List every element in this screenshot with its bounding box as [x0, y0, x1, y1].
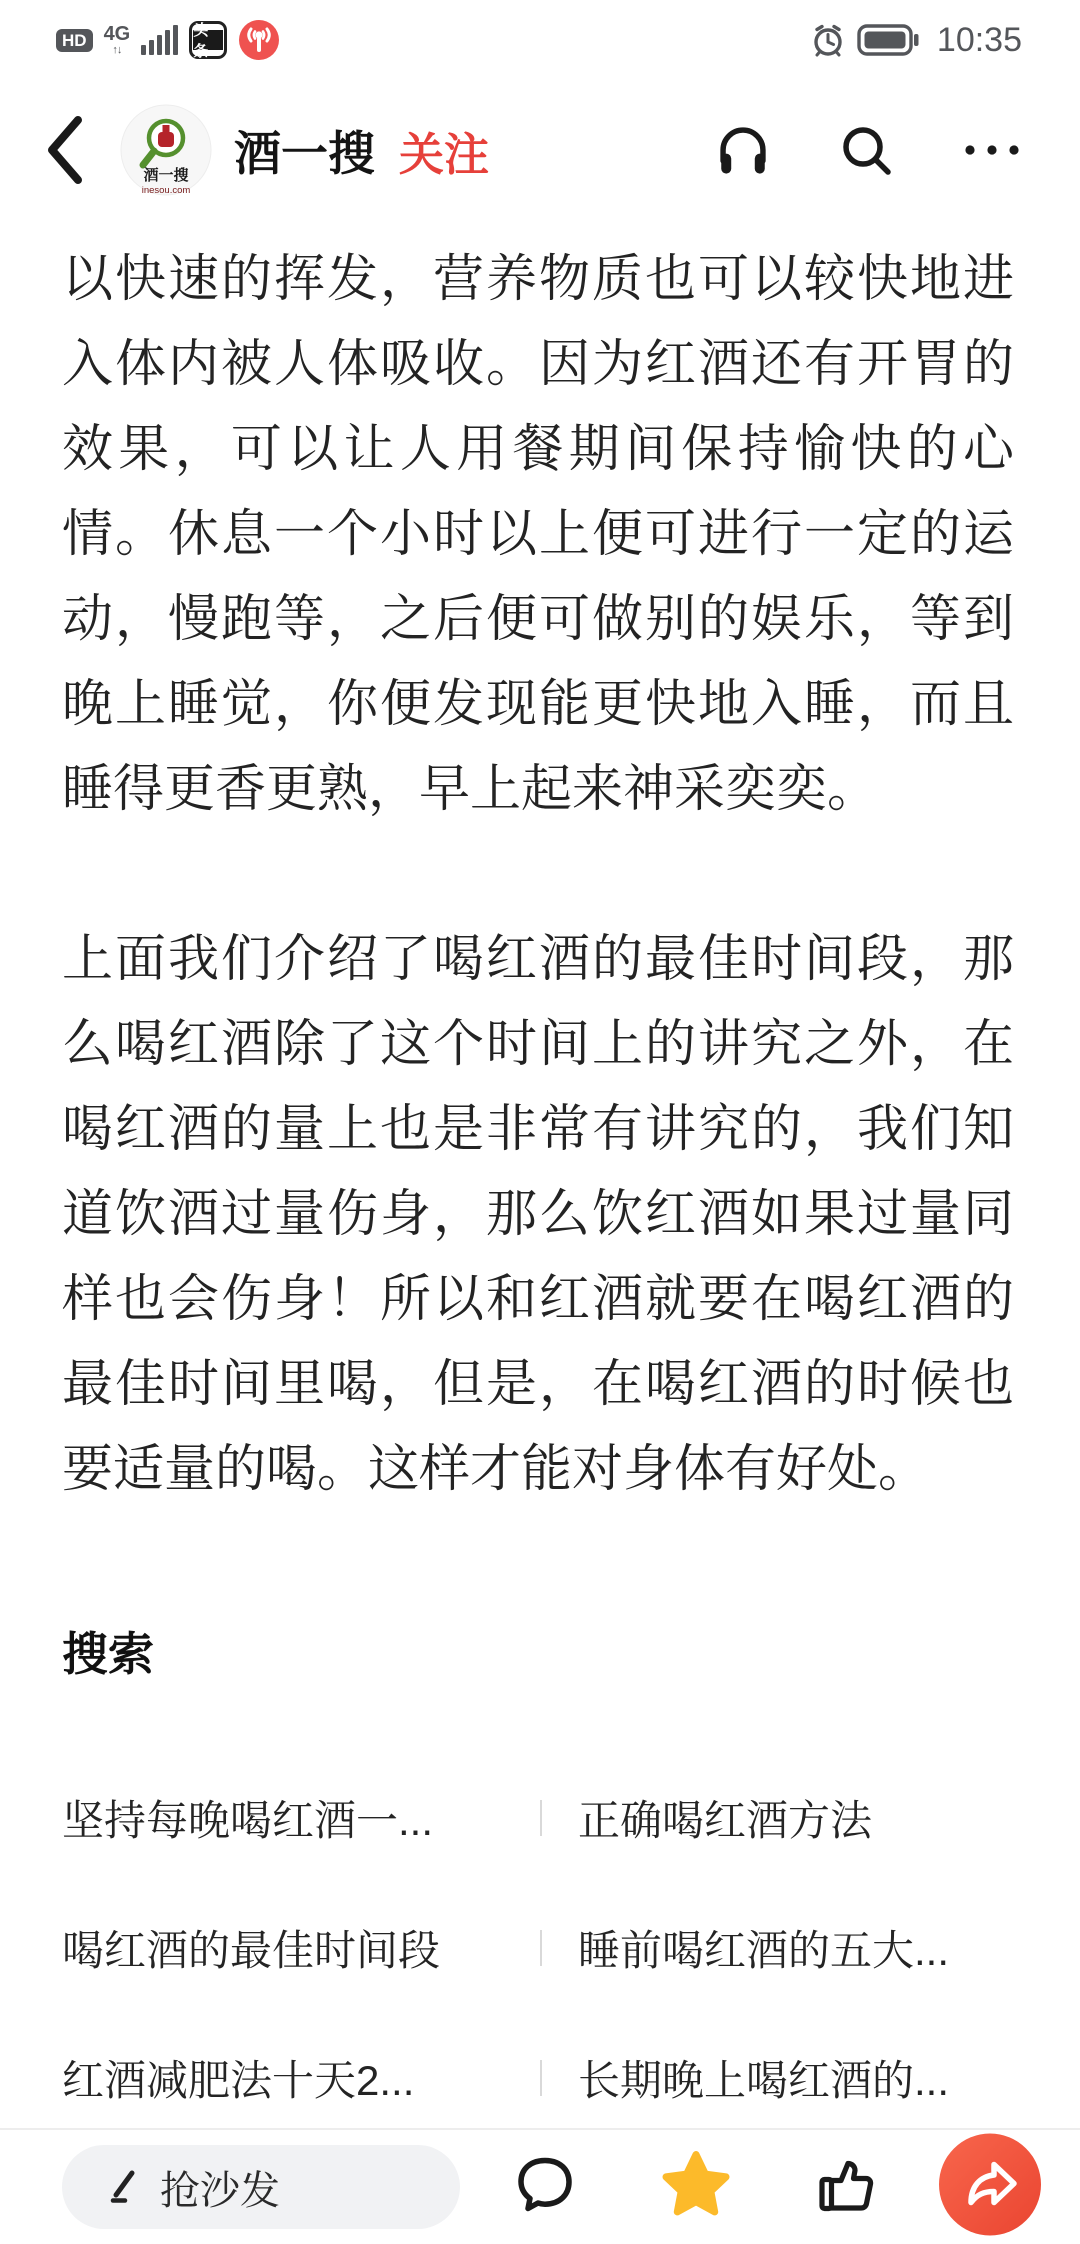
column-divider — [540, 1800, 542, 1836]
network-type-label: 4G — [103, 23, 131, 45]
hd-volte-icon: HD — [56, 29, 93, 52]
toutiao-notification-icon: 头条 — [189, 21, 227, 59]
star-icon — [660, 2149, 732, 2221]
search-suggestion-link[interactable]: 坚持每晚喝红酒一... — [62, 1797, 434, 1844]
comment-placeholder: 抢沙发 — [160, 2168, 280, 2213]
signal-strength-icon — [141, 25, 178, 55]
search-suggestion-row — [62, 2049, 1080, 2107]
hotspot-icon — [238, 19, 280, 61]
column-divider — [540, 1930, 542, 1966]
headphones-icon — [714, 121, 772, 179]
comment-bubble-icon — [513, 2153, 577, 2217]
comments-button[interactable] — [513, 2153, 577, 2222]
ellipsis-icon — [960, 122, 1024, 178]
article-body — [62, 236, 1014, 1511]
search-suggestion-link[interactable]: 睡前喝红酒的五大... — [578, 1927, 950, 1974]
search-section-heading: 搜索 — [62, 1628, 154, 1680]
search-suggestion-link[interactable]: 正确喝红酒方法 — [578, 1797, 873, 1844]
comment-input[interactable] — [62, 2145, 460, 2229]
article-paragraph: 上面我们介绍了喝红酒的最佳时间段，那么喝红酒除了这个时间上的讲究之外，在喝红酒的量上也是非常有讲究的，我们知道饮酒过量伤身，那么饮红酒如果过量同样也会伤身！所以和红酒就要在喝红酒的最佳时间里喝，但是，在喝红酒的时候也要适量的喝。这样才能对身体有好处。 — [62, 930, 1014, 1497]
thumbs-up-icon — [812, 2152, 878, 2218]
status-bar-left — [56, 19, 280, 61]
network-traffic-arrows-icon: ↑↓ — [112, 44, 122, 56]
bottom-action-bar — [0, 2128, 1080, 2244]
search-icon — [838, 122, 894, 178]
status-bar-right — [809, 21, 1022, 60]
network-type-indicator — [104, 24, 131, 56]
favorite-button[interactable] — [660, 2149, 732, 2226]
search-suggestion-row — [62, 1919, 1080, 1977]
avatar-brand-text: 酒一搜 — [143, 167, 189, 184]
search-button[interactable] — [838, 122, 894, 178]
write-comment-icon — [104, 2167, 144, 2207]
article-header — [0, 88, 1080, 212]
avatar[interactable] — [120, 104, 212, 196]
clock-time: 10:35 — [936, 20, 1022, 59]
account-name[interactable]: 酒一搜 — [234, 126, 375, 180]
back-button[interactable] — [40, 110, 92, 190]
share-button[interactable] — [938, 2133, 1042, 2242]
search-suggestion-link[interactable]: 喝红酒的最佳时间段 — [62, 1927, 441, 1974]
back-chevron-icon — [40, 110, 92, 190]
share-arrow-icon — [938, 2133, 1042, 2237]
status-bar — [0, 0, 1080, 72]
column-divider — [540, 2060, 542, 2096]
search-suggestion-link[interactable]: 红酒减肥法十天2... — [62, 2057, 415, 2104]
search-suggestions — [62, 1789, 1080, 2107]
more-button[interactable] — [960, 122, 1024, 178]
alarm-clock-icon — [809, 21, 847, 59]
search-suggestion-link[interactable]: 长期晚上喝红酒的... — [578, 2057, 950, 2104]
follow-button[interactable]: 关注 — [399, 128, 490, 180]
like-button[interactable] — [812, 2152, 878, 2223]
avatar-domain-text: inesou.com — [141, 185, 191, 196]
article-paragraph: 以快速的挥发，营养物质也可以较快地进入体内被人体吸收。因为红酒还有开胃的效果，可以让人用餐期间保持愉快的心情。休息一个小时以上便可进行一定的运动，慢跑等，之后便可做别的娱乐，等到晚上睡觉，你便发现能更快地入睡，而且睡得更香更熟，早上起来神采奕奕。 — [62, 250, 1014, 817]
listen-button[interactable] — [714, 121, 772, 179]
search-suggestion-row — [62, 1789, 1080, 1847]
battery-icon — [857, 22, 921, 58]
